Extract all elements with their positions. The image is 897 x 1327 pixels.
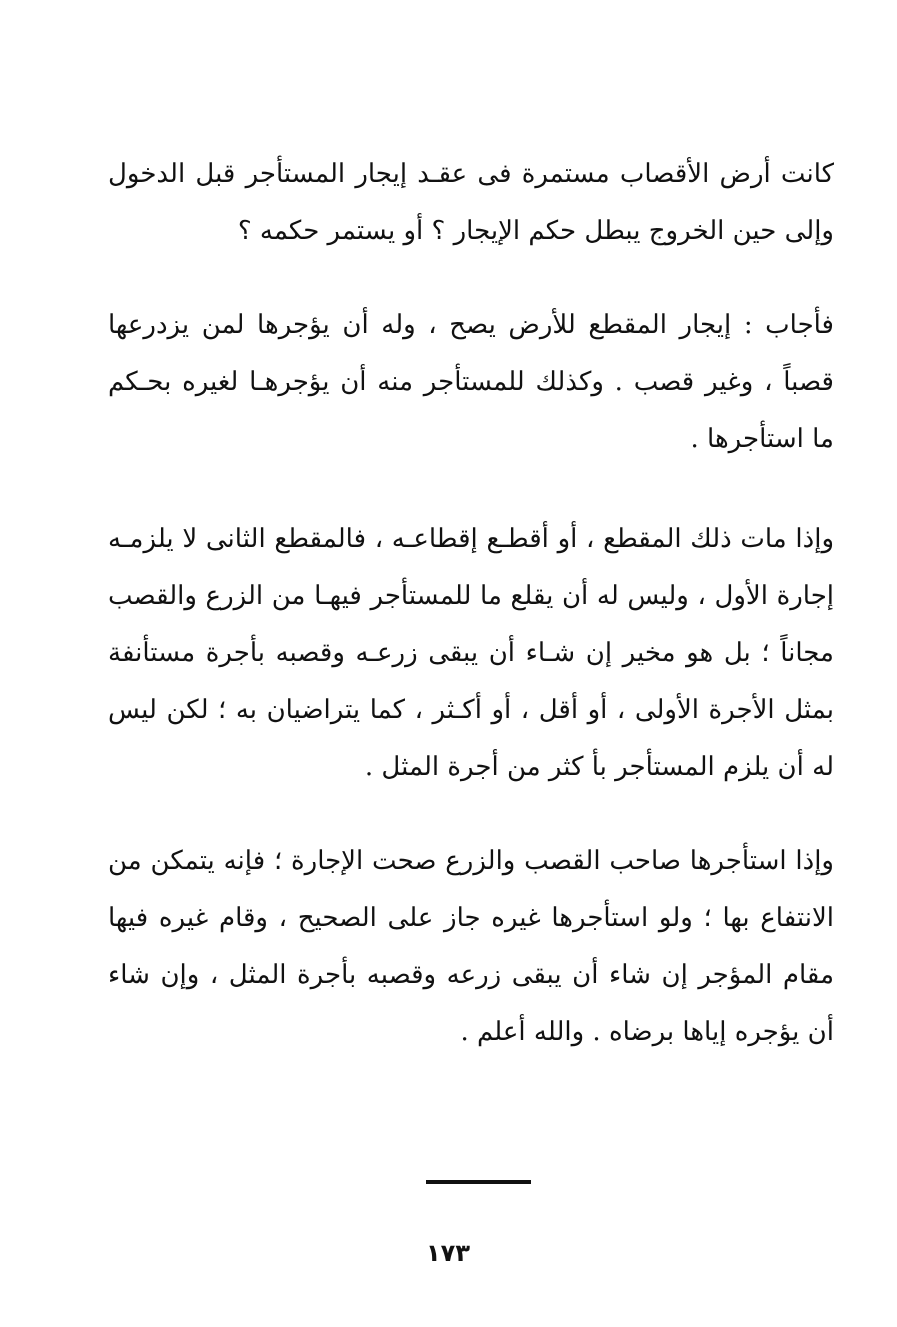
section-divider	[426, 1180, 531, 1184]
page-number: ١٧٣	[426, 1239, 470, 1267]
paragraph-question: كانت أرض الأقصاب مستمرة فى عقـد إيجار المستأجر قبل الدخول وإلى حين الخروج يبطل حكم الإيجار ؟ أو يستمر حكمه ؟	[108, 159, 834, 246]
paragraph-answer: فأجاب : إيجار المقطع للأرض يصح ، وله أن يؤجرها لمن يزدرعها قصباً ، وغير قصب . وكذلك للمستأجر منه أن يؤجرهـا لغيره بحـكم ما استأجرها .	[108, 310, 834, 454]
paragraph-death-of-grantee: وإذا مات ذلك المقطع ، أو أقطـع إقطاعـه ، فالمقطع الثانى لا يلزمـه إجارة الأول ، وليس له أن يقلع ما للمستأجر فيهـا من الزرع والقصب مجاناً ؛ بل هو مخير إن شـاء أن يبقى زرعـه وقصبه بأجرة مستأنفة بمثل الأجرة الأولى ، أو أقل ، أو أكـثر ، كما يتراضيان به ؛ لكن ليس له أن يلزم المستأجر بأ كثر من أجرة المثل .	[108, 524, 834, 782]
paragraph-lease-by-owner: وإذا استأجرها صاحب القصب والزرع صحت الإجارة ؛ فإنه يتمكن من الانتفاع بها ؛ ولو استأجرها غيره جاز على الصحيح ، وقام غيره فيها مقام المؤجر إن شاء أن يبقى زرعه وقصبه بأجرة المثل ، وإن شاء أن يؤجره إياها برضاه . والله أعلم .	[108, 846, 834, 1047]
